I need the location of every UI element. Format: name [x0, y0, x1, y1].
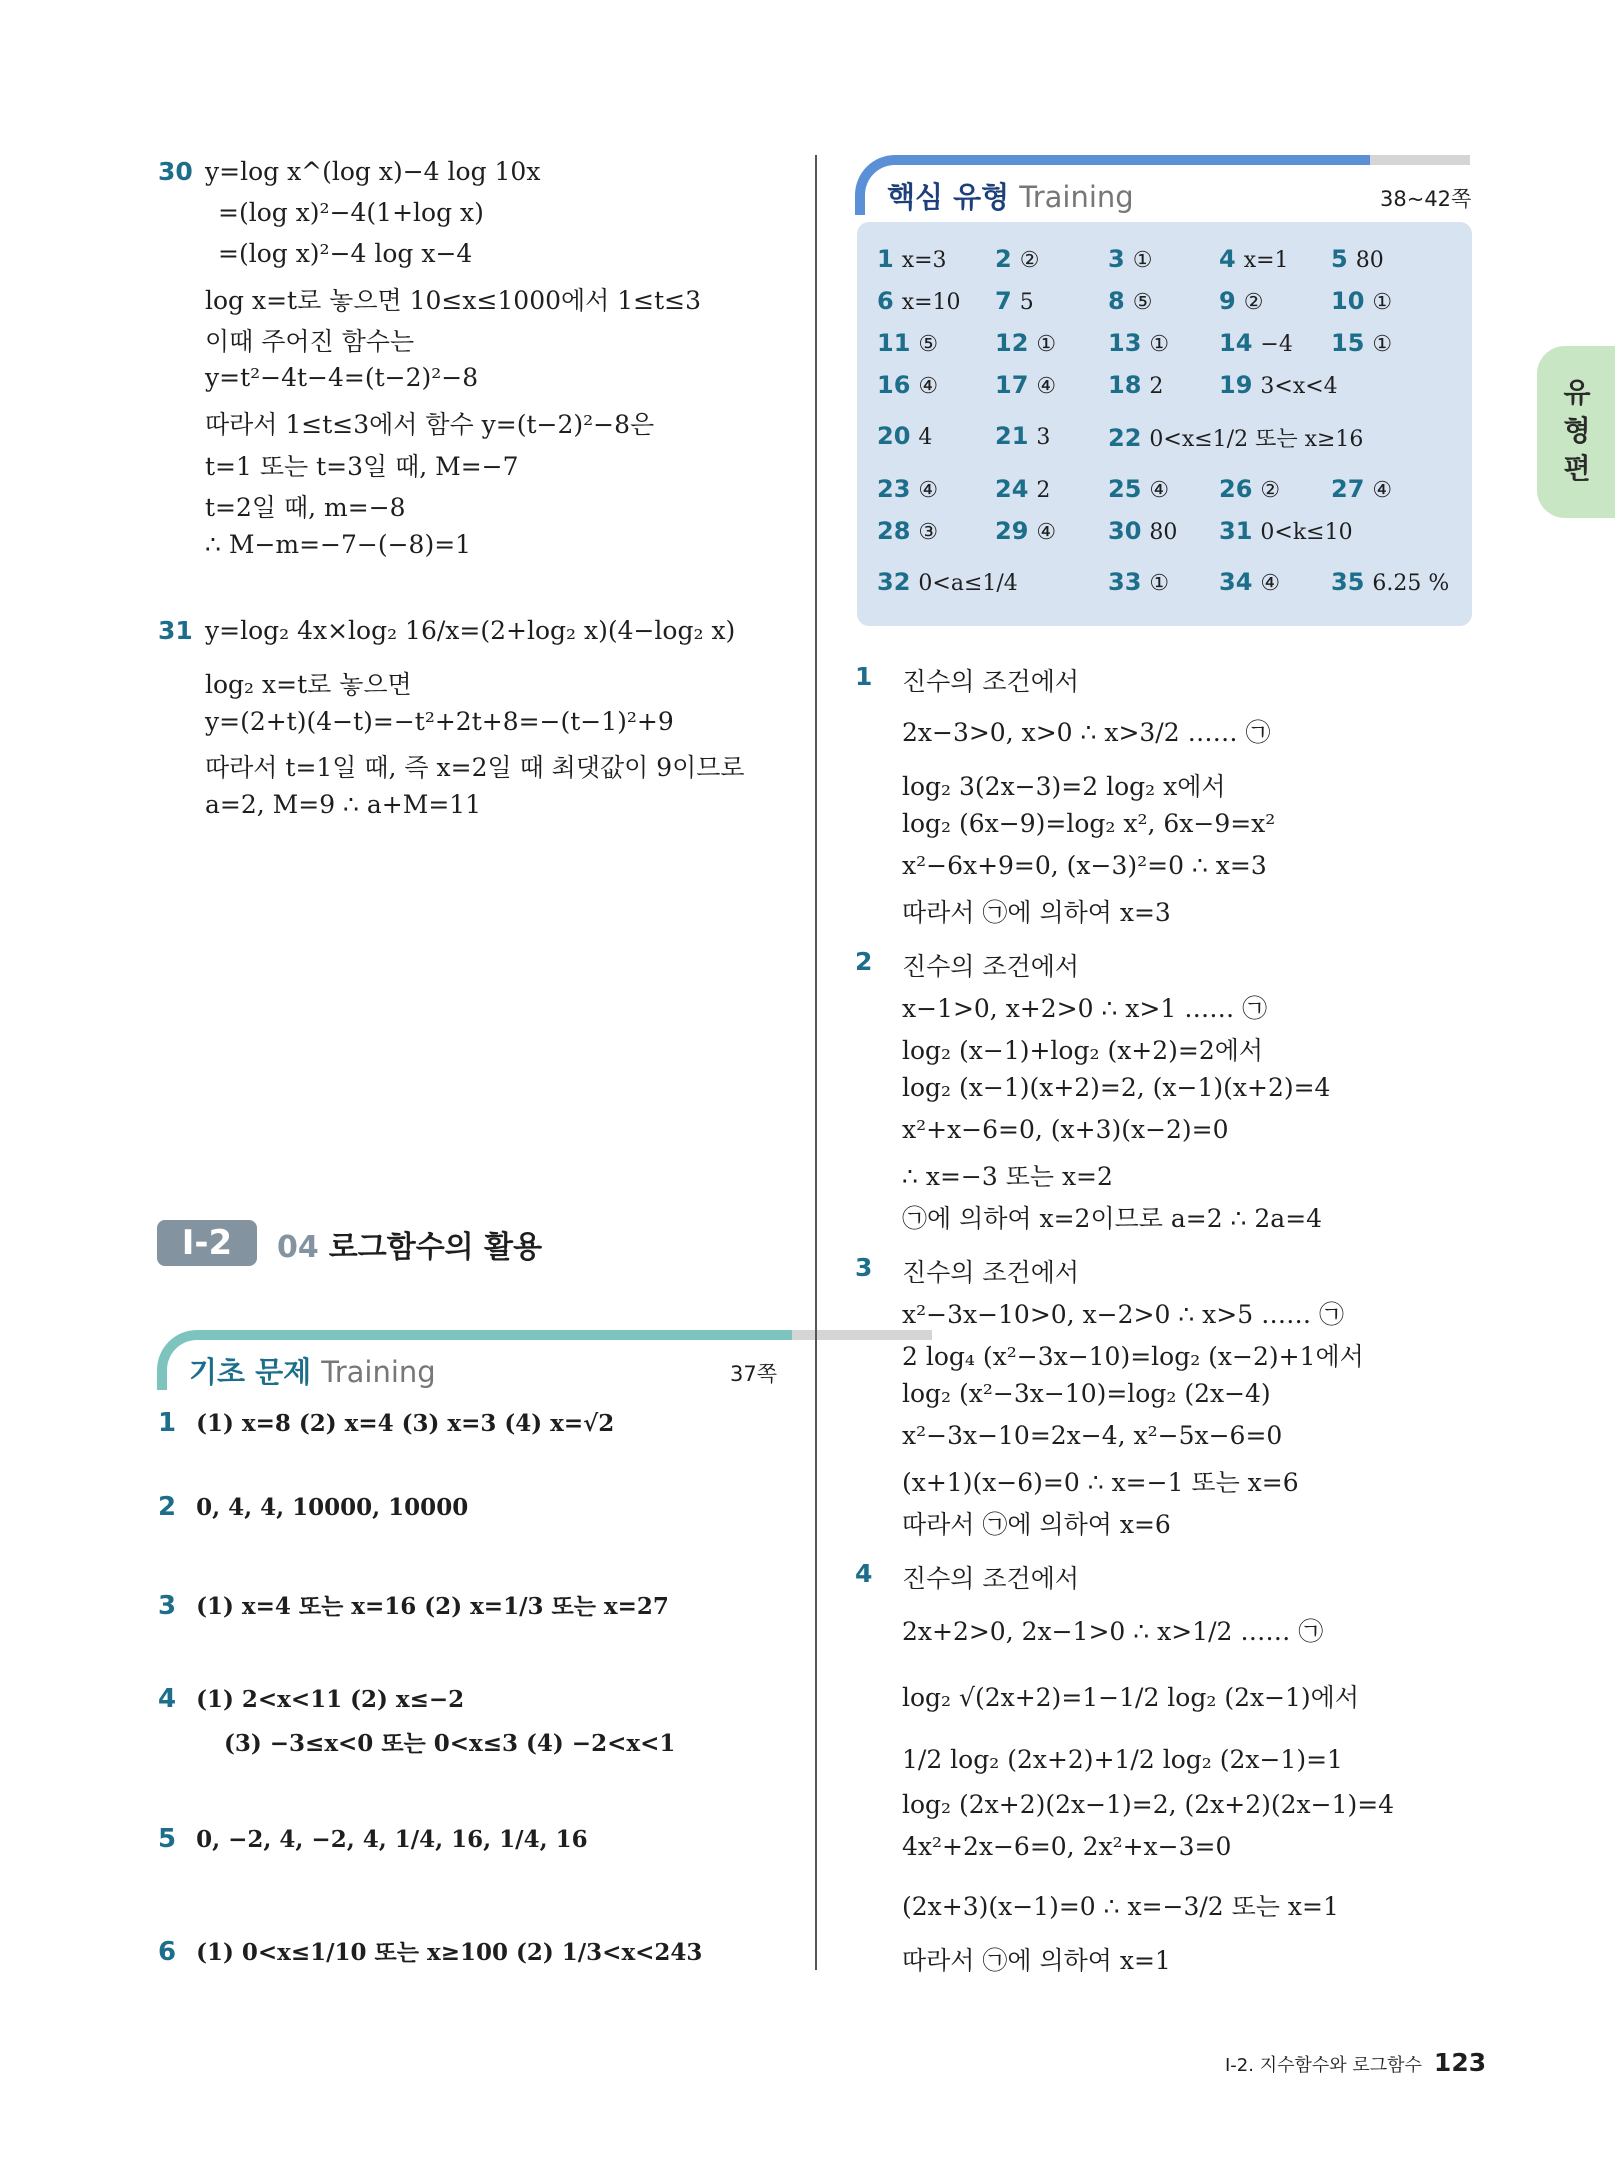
answer-item: 34 ④: [1219, 568, 1281, 596]
banner-bar-color: [197, 1330, 792, 1340]
footer-chapter: Ⅰ-2. 지수함수와 로그함수: [1225, 2055, 1422, 2076]
core-training-page: 38~42쪽: [1380, 187, 1472, 211]
q30-line: log x=t로 놓으면 10≤x≤1000에서 1≤t≤3: [205, 286, 702, 315]
banner-bar: [1370, 155, 1470, 165]
q30-line: t=1 또는 t=3일 때, M=−7: [205, 452, 519, 481]
solution-number: 2: [855, 947, 873, 976]
solution-line: log₂ (x−1)(x+2)=2, (x−1)(x+2)=4: [902, 1073, 1331, 1102]
answer-item: 18 2: [1108, 371, 1164, 399]
q31-line: 따라서 t=1일 때, 즉 x=2일 때 최댓값이 9이므로: [205, 753, 745, 782]
solution-line: log₂ √(2x+2)=1−1/2 log₂ (2x−1)에서: [902, 1683, 1359, 1712]
core-training-banner: [855, 155, 1475, 215]
solution-line: 4x²+2x−6=0, 2x²+x−3=0: [902, 1832, 1232, 1861]
section-number: 04: [277, 1230, 319, 1265]
title-sub: Training: [321, 1355, 436, 1389]
q30-line: ∴ M−m=−7−(−8)=1: [205, 530, 472, 559]
answer-item: 11 ⑤: [877, 329, 939, 357]
answer-item: 31 0<k≤10: [1219, 517, 1353, 545]
column-divider: [815, 155, 817, 1970]
answer-item: 28 ③: [877, 517, 939, 545]
title-bold: 핵심 유형: [887, 180, 1010, 214]
solution-line: log₂ (x²−3x−10)=log₂ (2x−4): [902, 1379, 1271, 1408]
answer-item: 26 ②: [1219, 475, 1281, 503]
solution-line: x²+x−6=0, (x+3)(x−2)=0: [902, 1115, 1229, 1144]
answer-item: 7 5: [995, 287, 1034, 315]
solution-line: 2x+2>0, 2x−1>0 ∴ x>1/2 …… ㉠: [902, 1617, 1324, 1646]
solution-line: x−1>0, x+2>0 ∴ x>1 …… ㉠: [902, 994, 1268, 1023]
solution-line: x²−6x+9=0, (x−3)²=0 ∴ x=3: [902, 851, 1267, 880]
basic-training-banner: [157, 1330, 777, 1390]
answer-item: 2 ②: [995, 245, 1040, 273]
answer-item: 24 2: [995, 475, 1051, 503]
answer-item: 12 ①: [995, 329, 1057, 357]
answer-item: 25 ④: [1108, 475, 1170, 503]
answer-item: 29 ④: [995, 517, 1057, 545]
side-tab-label: 유형편: [1563, 376, 1591, 485]
solution-line: 따라서 ㉠에 의하여 x=6: [902, 1510, 1171, 1539]
solution-line: 진수의 조건에서: [902, 952, 1079, 981]
solution-line: 진수의 조건에서: [902, 1564, 1079, 1593]
solution-number: 1: [855, 662, 873, 691]
solution-line: 따라서 ㉠에 의하여 x=1: [902, 1946, 1171, 1975]
answer-item: 8 ⑤: [1108, 287, 1153, 315]
solution-line: 2 log₄ (x²−3x−10)=log₂ (x−2)+1에서: [902, 1342, 1364, 1371]
answer-item: 21 3: [995, 422, 1051, 450]
q31-line: y=(2+t)(4−t)=−t²+2t+8=−(t−1)²+9: [205, 707, 674, 736]
answer-item: 35 6.25 %: [1331, 568, 1450, 596]
q31-number: 31: [158, 616, 193, 645]
answer-item: 20 4: [877, 422, 933, 450]
page-number: 123: [1433, 2048, 1487, 2077]
solution-line: log₂ 3(2x−3)=2 log₂ x에서: [902, 772, 1226, 801]
answer-item: 14 −4: [1219, 329, 1293, 357]
answer-item: 22 0<x≤1/2 또는 x≥16: [1108, 424, 1364, 452]
q30-number: 30: [158, 157, 193, 186]
answer-item: 6 x=10: [877, 287, 961, 315]
answer-item: 16 ④: [877, 371, 939, 399]
footer: [1225, 2048, 1486, 2077]
solution-line: 진수의 조건에서: [902, 667, 1079, 696]
answer-item: 5 80: [1331, 245, 1384, 273]
basic-answer: 6 (1) 0<x≤1/10 또는 x≥100 (2) 1/3<x<243: [158, 1937, 703, 1967]
section-title: [277, 1222, 542, 1266]
q30-line: y=t²−4t−4=(t−2)²−8: [205, 363, 479, 392]
section-title-text: 로그함수의 활용: [328, 1230, 543, 1265]
solution-line: log₂ (x−1)+log₂ (x+2)=2에서: [902, 1036, 1264, 1065]
answer-item: 9 ②: [1219, 287, 1264, 315]
solution-line: log₂ (2x+2)(2x−1)=2, (2x+2)(2x−1)=4: [902, 1790, 1395, 1819]
q31-line: y=log₂ 4x×log₂ 16/x=(2+log₂ x)(4−log₂ x): [205, 616, 736, 645]
basic-answer: 1 (1) x=8 (2) x=4 (3) x=3 (4) x=√2: [158, 1408, 615, 1438]
q31-line: a=2, M=9 ∴ a+M=11: [205, 790, 482, 819]
solution-line: 2x−3>0, x>0 ∴ x>3/2 …… ㉠: [902, 718, 1271, 747]
solution-line: log₂ (6x−9)=log₂ x², 6x−9=x²: [902, 809, 1276, 838]
answer-item: 27 ④: [1331, 475, 1393, 503]
basic-answer: 2 0, 4, 4, 10000, 10000: [158, 1492, 469, 1522]
solution-line: (2x+3)(x−1)=0 ∴ x=−3/2 또는 x=1: [902, 1892, 1339, 1921]
side-tab[interactable]: [1537, 346, 1615, 518]
basic-training-title: [189, 1350, 436, 1391]
q30-line: =(log x)²−4 log x−4: [218, 239, 473, 268]
q31-line: log₂ x=t로 놓으면: [205, 670, 412, 699]
q30-line: 따라서 1≤t≤3에서 함수 y=(t−2)²−8은: [205, 410, 655, 439]
banner-bar-color: [895, 155, 1370, 165]
basic-answer: 4 (1) 2<x<11 (2) x≤−2: [158, 1684, 465, 1714]
solution-line: 따라서 ㉠에 의하여 x=3: [902, 898, 1171, 927]
solution-line: x²−3x−10>0, x−2>0 ∴ x>5 …… ㉠: [902, 1300, 1345, 1329]
answer-item: 19 3<x<4: [1219, 371, 1338, 399]
title-sub: Training: [1019, 180, 1134, 214]
basic-answer: 5 0, −2, 4, −2, 4, 1/4, 16, 1/4, 16: [158, 1824, 588, 1854]
answer-item: 33 ①: [1108, 568, 1170, 596]
answer-item: 15 ①: [1331, 329, 1393, 357]
answer-item: 10 ①: [1331, 287, 1393, 315]
answer-item: 4 x=1: [1219, 245, 1289, 273]
q30-line: t=2일 때, m=−8: [205, 493, 406, 522]
answer-item: 32 0<a≤1/4: [877, 568, 1018, 596]
solution-number: 3: [855, 1253, 873, 1282]
answer-item: 30 80: [1108, 517, 1178, 545]
q30-line: =(log x)²−4(1+log x): [218, 198, 484, 227]
solution-line: 진수의 조건에서: [902, 1258, 1079, 1287]
solution-line: ∴ x=−3 또는 x=2: [902, 1162, 1113, 1191]
section-badge: Ⅰ-2: [157, 1220, 257, 1266]
answer-item: 1 x=3: [877, 245, 947, 273]
answer-item: 17 ④: [995, 371, 1057, 399]
answer-item: 23 ④: [877, 475, 939, 503]
q30-line: y=log x^(log x)−4 log 10x: [205, 157, 541, 186]
solution-number: 4: [855, 1559, 873, 1588]
title-bold: 기초 문제: [189, 1355, 312, 1389]
basic-answer: (3) −3≤x<0 또는 0<x≤3 (4) −2<x<1: [224, 1730, 676, 1757]
basic-answer: 3 (1) x=4 또는 x=16 (2) x=1/3 또는 x=27: [158, 1591, 669, 1621]
answer-item: 3 ①: [1108, 245, 1153, 273]
core-training-title: [887, 175, 1134, 216]
basic-training-page: 37쪽: [730, 1362, 778, 1386]
solution-line: ㉠에 의하여 x=2이므로 a=2 ∴ 2a=4: [902, 1204, 1323, 1233]
solution-line: (x+1)(x−6)=0 ∴ x=−1 또는 x=6: [902, 1468, 1299, 1497]
solution-line: 1/2 log₂ (2x+2)+1/2 log₂ (2x−1)=1: [902, 1745, 1343, 1774]
solution-line: x²−3x−10=2x−4, x²−5x−6=0: [902, 1421, 1283, 1450]
q30-line: 이때 주어진 함수는: [205, 327, 415, 356]
answer-item: 13 ①: [1108, 329, 1170, 357]
